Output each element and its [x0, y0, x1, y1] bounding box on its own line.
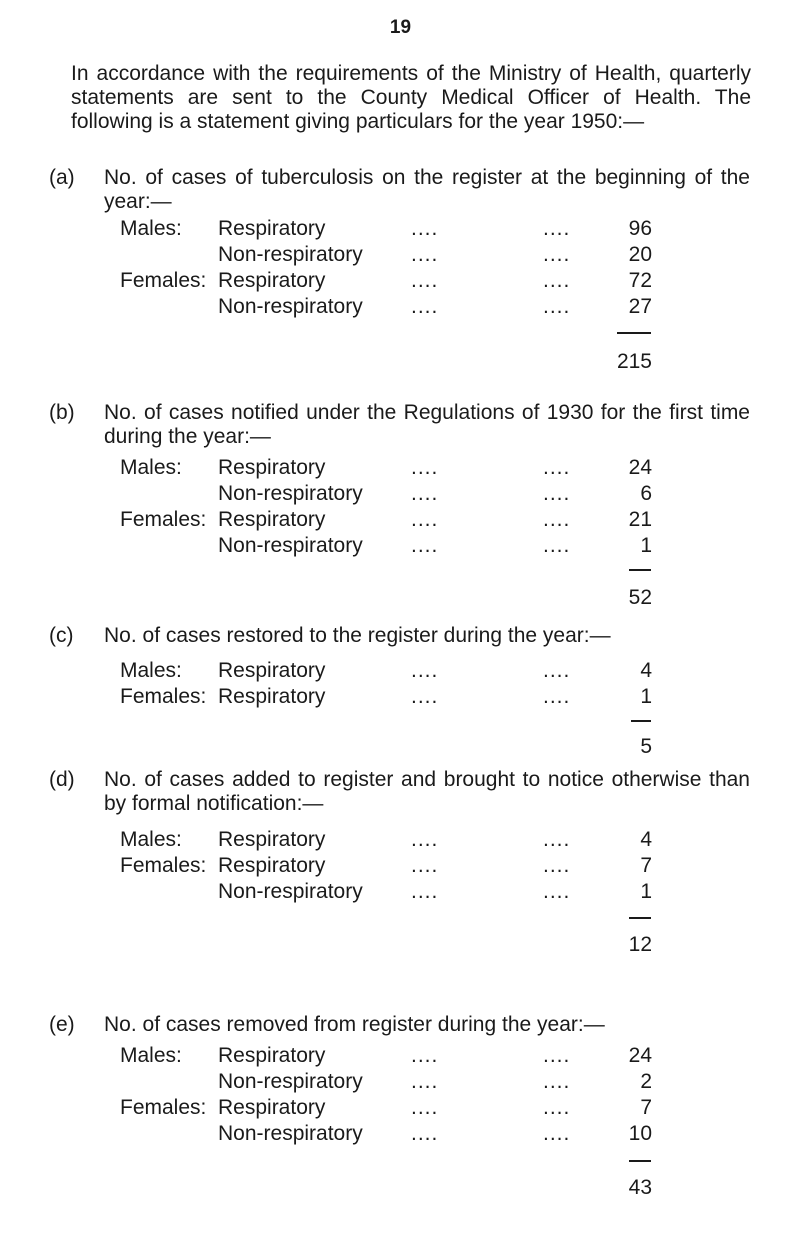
sex-label: Males: [120, 828, 182, 851]
case-count: 21 [628, 508, 652, 531]
leader-dots: .... [543, 1070, 571, 1093]
table-row [0, 879, 801, 905]
case-count: 7 [640, 854, 652, 877]
table-row [0, 455, 801, 481]
section-total: 52 [628, 586, 652, 609]
leader-dots: .... [411, 854, 439, 877]
section-letter: (d) [49, 768, 75, 791]
leader-dots: .... [543, 828, 571, 851]
sex-label: Females: [120, 269, 207, 292]
case-count: 72 [628, 269, 652, 292]
sex-label: Males: [120, 456, 182, 479]
case-count: 7 [640, 1096, 652, 1119]
section-total: 5 [640, 735, 652, 758]
table-row [0, 1043, 801, 1069]
case-count: 6 [640, 482, 652, 505]
sum-rule [617, 332, 651, 334]
sex-label: Males: [120, 659, 182, 682]
case-type: Respiratory [218, 659, 326, 682]
leader-dots: .... [411, 508, 439, 531]
case-count: 2 [640, 1070, 652, 1093]
case-count: 27 [628, 295, 652, 318]
table-row [0, 294, 801, 320]
case-type: Respiratory [218, 269, 326, 292]
case-count: 24 [628, 456, 652, 479]
case-count: 20 [628, 243, 652, 266]
leader-dots: .... [543, 269, 571, 292]
table-row [0, 1121, 801, 1147]
section-total: 12 [628, 933, 652, 956]
case-type: Non-respiratory [218, 1122, 363, 1145]
intro-paragraph: In accordance with the requirements of the Ministry of Health, quarterly statements are sent to the County Medical Officer of Health. The following is a statement giving particulars for the year 1950:— [71, 62, 751, 133]
leader-dots: .... [411, 685, 439, 708]
leader-dots: .... [543, 295, 571, 318]
case-count: 24 [628, 1044, 652, 1067]
leader-dots: .... [543, 217, 571, 240]
leader-dots: .... [411, 243, 439, 266]
table-row [0, 242, 801, 268]
sex-label: Females: [120, 508, 207, 531]
leader-dots: .... [543, 1122, 571, 1145]
case-count: 1 [640, 685, 652, 708]
leader-dots: .... [411, 1096, 439, 1119]
table-row [0, 507, 801, 533]
section-letter: (b) [49, 401, 75, 424]
table-row [0, 533, 801, 559]
table-row [0, 1069, 801, 1095]
table-row [0, 684, 801, 710]
leader-dots: .... [411, 217, 439, 240]
case-type: Non-respiratory [218, 534, 363, 557]
leader-dots: .... [411, 828, 439, 851]
case-type: Non-respiratory [218, 295, 363, 318]
leader-dots: .... [411, 482, 439, 505]
sex-label: Females: [120, 1096, 207, 1119]
section-heading: No. of cases notified under the Regulations of 1930 for the first time during the year:— [104, 401, 750, 448]
case-count: 4 [640, 828, 652, 851]
case-type: Respiratory [218, 828, 326, 851]
section-heading: No. of cases added to register and brought to notice otherwise than by formal notification:— [104, 768, 750, 815]
leader-dots: .... [411, 534, 439, 557]
table-row [0, 827, 801, 853]
table-row [0, 216, 801, 242]
case-type: Respiratory [218, 854, 326, 877]
case-type: Non-respiratory [218, 482, 363, 505]
sum-rule [629, 1160, 651, 1162]
sex-label: Females: [120, 685, 207, 708]
leader-dots: .... [543, 534, 571, 557]
table-row [0, 481, 801, 507]
case-type: Respiratory [218, 1044, 326, 1067]
case-count: 96 [628, 217, 652, 240]
case-count: 1 [640, 880, 652, 903]
section-heading: No. of cases removed from register during the year:— [104, 1013, 605, 1036]
sex-label: Females: [120, 854, 207, 877]
table-row [0, 268, 801, 294]
case-type: Respiratory [218, 508, 326, 531]
table-row [0, 658, 801, 684]
leader-dots: .... [543, 243, 571, 266]
section-total: 215 [616, 350, 652, 373]
sex-label: Males: [120, 217, 182, 240]
section-total: 43 [628, 1176, 652, 1199]
sum-rule [631, 720, 651, 722]
case-count: 1 [640, 534, 652, 557]
leader-dots: .... [543, 659, 571, 682]
section-heading: No. of cases of tuberculosis on the register at the beginning of the year:— [104, 166, 750, 213]
case-type: Respiratory [218, 456, 326, 479]
sum-rule [629, 917, 651, 919]
section-letter: (c) [49, 624, 74, 647]
case-type: Respiratory [218, 1096, 326, 1119]
section-heading: No. of cases restored to the register during the year:— [104, 624, 611, 647]
case-type: Non-respiratory [218, 243, 363, 266]
leader-dots: .... [543, 880, 571, 903]
leader-dots: .... [411, 269, 439, 292]
section-letter: (a) [49, 166, 75, 189]
leader-dots: .... [411, 880, 439, 903]
case-count: 4 [640, 659, 652, 682]
table-row [0, 853, 801, 879]
case-type: Non-respiratory [218, 880, 363, 903]
leader-dots: .... [411, 1122, 439, 1145]
leader-dots: .... [411, 456, 439, 479]
leader-dots: .... [543, 508, 571, 531]
page-number: 19 [389, 17, 412, 38]
leader-dots: .... [411, 295, 439, 318]
leader-dots: .... [411, 1070, 439, 1093]
case-type: Respiratory [218, 685, 326, 708]
leader-dots: .... [543, 854, 571, 877]
leader-dots: .... [543, 1044, 571, 1067]
leader-dots: .... [411, 1044, 439, 1067]
leader-dots: .... [543, 456, 571, 479]
case-type: Non-respiratory [218, 1070, 363, 1093]
leader-dots: .... [543, 482, 571, 505]
leader-dots: .... [411, 659, 439, 682]
leader-dots: .... [543, 1096, 571, 1119]
table-row [0, 1095, 801, 1121]
case-count: 10 [628, 1122, 652, 1145]
sex-label: Males: [120, 1044, 182, 1067]
leader-dots: .... [543, 685, 571, 708]
case-type: Respiratory [218, 217, 326, 240]
sum-rule [629, 569, 651, 571]
section-letter: (e) [49, 1013, 75, 1036]
